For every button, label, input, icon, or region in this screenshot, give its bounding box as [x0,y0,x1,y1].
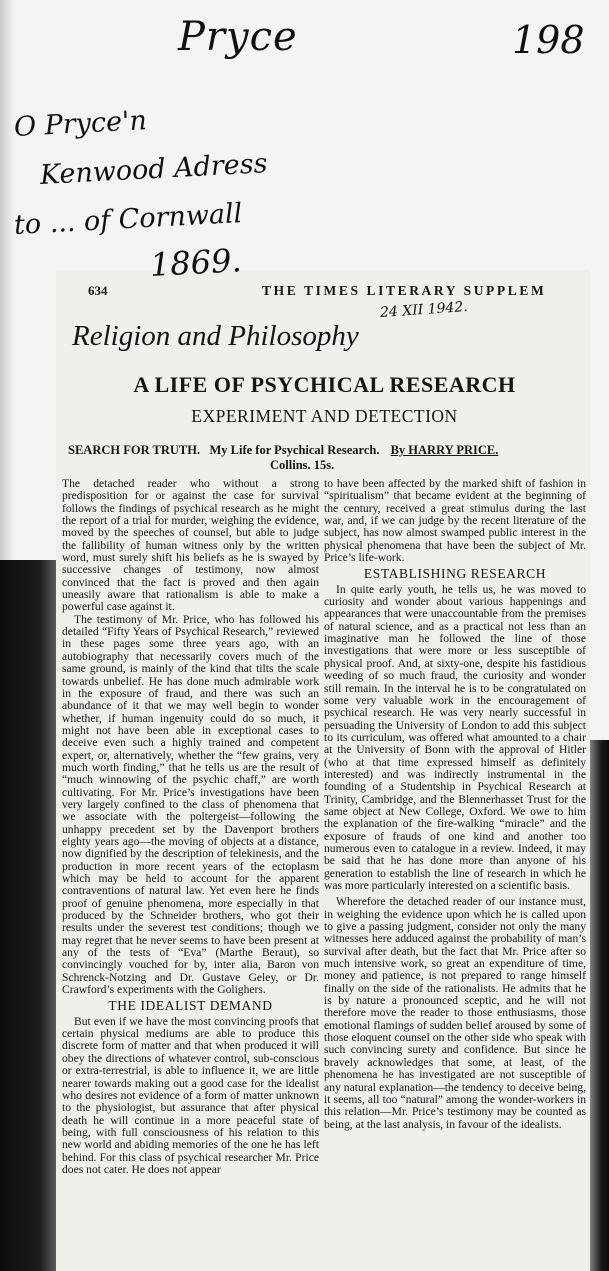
scan-shadow-left [0,560,56,1271]
article-paragraph: Wherefore the detached reader of our instance must, in weighing the evidence upon which he is called upon to give a passing judgment, consider not only the many witnesses here adduced against the probability of man’s survival after death, but the fact that Mr. Price after so much intensive work, so great an expenditure of time, money and patience, is not prepared to range himself finally on the side of the rationalists. He admits that he is by nature a pronounced sceptic, and he will not therefore move the reader to those enthusiasms, those emotional flamings of sudden belief aroused by some of those eloquent counsel on the other side who speak with such convincing surety and confidence. But since he bravely acknowledges that some, at least, of the phenomena he has investigated are not susceptible of any natural explanation—the tendency to deceive being, it seems, all too “natural” among the wonder-workers in this relation—Mr. Price’s testimony may be counted as being, at the last analysis, in favour of the idealists. [324,895,586,1131]
handwritten-note-line: O Pryce'n [13,105,148,143]
scan-edge [0,0,14,560]
handwritten-date: 24 XII 1942. [379,298,469,322]
article-paragraph: to have been affected by the marked shift of fashion in “spiritualism” that became evident at the beginning of the century, received a great stimulus during the last war, and, if we can judge by the recent literature of the subject, has now almost swamped public interest in the physical phenomena that have been the subject of Mr. Price’s life-work. [324,477,586,565]
article-paragraph: But even if we have the most convincing proofs that certain physical mediums are able to produce this discrete form of matter and that when produced it will obey the directions of whatever control, sub-conscious or extra-terrestrial, is able to influence it, we are little nearer towards making out a good case for the idealist who desires not evidence of a form of matter unknown to the physiologist, but assurance that after physical death he will continue in a more peaceful state of being, with full consciousness of his relation to this new world and abiding memories of the one he has left behind. For this class of psychical researcher Mr. Price does not cater. He does not appear [62,1014,319,1176]
book-author: By HARRY PRICE. [390,443,499,457]
article-paragraph: In quite early youth, he tells us, he was moved to curiosity and wonder about various happenings and appearances that were unaccountable from the premises of natural science, and as a practical not less than an imaginative man he followed the line of those investigations that were more or less susceptible of physical proof. And, at sixty-one, despite his fastidious weeding of so much fraud, the curiosity and wonder still remain. In the interval he is to be congratulated on some very valuable work in the encouragement of psychical research. He was very nearly successful in persuading the University of London to add this subject to its curriculum, was offered what amounted to a chair at the University of Bonn with the approval of Hitler (who at that time expressed himself as definitely interested) and was indirectly instrumental in the founding of a Studentship in Psychical Research at Trinity, Cambridge, and the Blennerhasset Trust for the same object at New College, Oxford. We owe to him the explanation of the fire-walking “miracle” and the exposure of frauds of one kind and another too numerous even to catalogue in a review. Indeed, it may be said that he has done more than anyone of his generation to establish the line of research in which he was more particularly interested on a scientific basis. [324,582,586,892]
book-publisher: Collins. 15s. [270,458,335,472]
article-subheading: THE IDEALIST DEMAND [108,998,273,1014]
scan-shadow-right [589,740,609,1271]
masthead: THE TIMES LITERARY SUPPLEM [262,283,547,298]
page-number: 634 [88,283,108,298]
book-details [68,443,588,458]
book-subtitle: My Life for Psychical Research. [209,443,380,457]
headline: A LIFE OF PSYCHICAL RESEARCH [133,372,516,397]
handwritten-note-line: Kenwood Adress [39,148,269,191]
article-subheading: ESTABLISHING RESEARCH [363,566,547,582]
section-title: Religion and Philosophy [72,320,359,352]
handwritten-note-year: 1869. [149,241,243,284]
handwritten-note-line: to ... of Cornwall [13,198,244,241]
handwritten-number: 198 [512,18,585,62]
article-paragraph: The testimony of Mr. Price, who has followed his detailed “Fifty Years of Psychical Research,” reviewed in these pages some three years ago, with an autobiography that necessarily covers much of the same ground, is mainly of the kind that tilts the scale towards unbelief. He has done much admirable work in the exposure of fraud, and there was such an abundance of it that we may well begin to wonder whether, if human ingenuity could do so much, it might not have been able in exceptional cases to deceive even such a highly trained and competent expert, or, alternatively, whether the “few grains, very much worth finding,” that he tells us are the result of “much winnowing of the psychic chaff,” are worth cultivating. For Mr. Price’s investigations have been very largely confined to the class of phenomena that we associate with the poltergeist—following the unhappy precedent set by the Davenport brothers eighty years ago—the moving of objects at a distance, now dignified by the description of telekinesis, and the production in more recent years of the ectoplasm which may be held to account for the apparent contraventions of natural law. Yet even here he finds proof of genuine phenomena, more especially in that produced by the Schneider brothers, who got their results under the severest test conditions; though we may regret that he never seems to have been present at any of the tests of “Eva” (Marthe Beraut), so convincingly vouched for by, inter alia, Baron von Schrenck-Notzing and Dr. Gustave Geley, or Dr. Crawford’s experiments with the Golighers. [62,612,319,997]
article-paragraph: The detached reader who without a strong predisposition for or against the case for survival follows the findings of psychical research as he might the report of a trial for murder, weighing the evidence, moved by the speeches of counsel, but able to judge the fallibility of human witness only by the written word, must surely shift his beliefs as he is swayed by successive changes of testimony, now almost convinced that the fact is proved and then again uneasily aware that rationalism is able to make a powerful case against it. [62,477,319,614]
subheadline: EXPERIMENT AND DETECTION [191,406,458,426]
book-title: SEARCH FOR TRUTH. [68,443,201,457]
article-column-right [324,478,586,1131]
article-column-left [62,478,319,1176]
handwritten-name: Pryce [178,14,298,60]
